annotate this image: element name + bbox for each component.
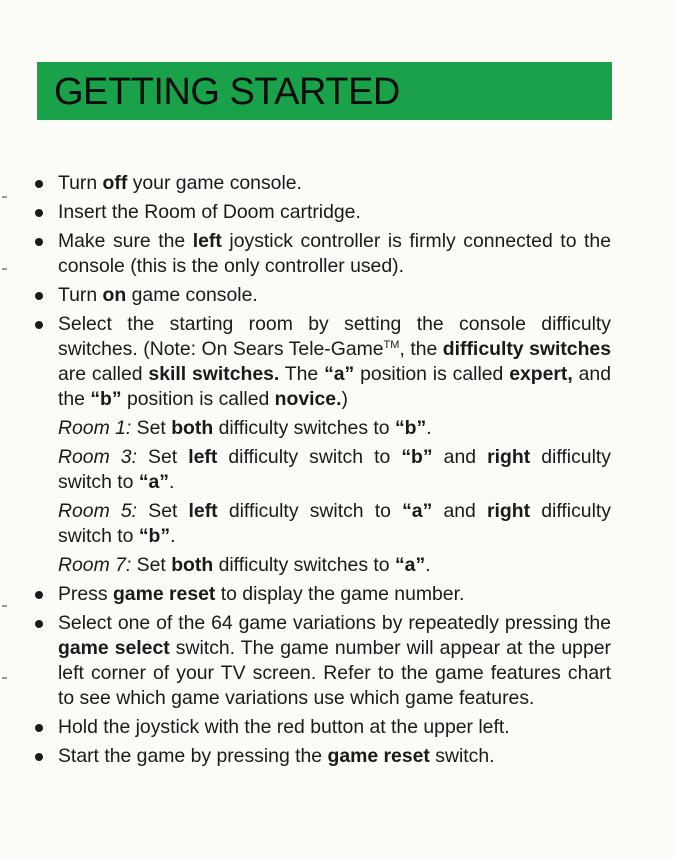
bullet-icon xyxy=(35,724,43,732)
section-header-banner xyxy=(37,62,612,120)
list-item: Hold the joystick with the red button at the upper left. xyxy=(33,715,611,740)
bullet-icon xyxy=(35,238,43,246)
section-heading: GETTING STARTED xyxy=(54,71,400,113)
bullet-icon xyxy=(35,321,43,329)
list-item: Make sure the left joystick controller is firmly connected to the console (this is the only controller used). xyxy=(33,229,611,279)
page-edge-mark xyxy=(2,605,7,607)
list-item: Select the starting room by setting the console difficulty switches. (Note: On Sears Tele-Game™, the difficulty switches are called skill switches. The “a” position is called expert, and the “b” position is called novice.) xyxy=(33,312,611,412)
list-item: Press game reset to display the game number. xyxy=(33,582,611,607)
bullet-icon xyxy=(35,753,43,761)
bullet-icon xyxy=(35,620,43,628)
list-item: Start the game by pressing the game reset switch. xyxy=(33,744,611,769)
list-item: Turn off your game console. xyxy=(33,171,611,196)
list-item: Insert the Room of Doom cartridge. xyxy=(33,200,611,225)
page-edge-mark xyxy=(2,268,7,270)
room-5-setting: Room 5: Set left difficulty switch to “a” and right difficulty switch to “b”. xyxy=(58,500,611,547)
page-edge-mark xyxy=(2,677,7,679)
bullet-icon xyxy=(35,591,43,599)
room-1-setting: Room 1: Set both difficulty switches to “b”. xyxy=(58,417,432,439)
list-item: Turn on game console. xyxy=(33,283,611,308)
list-item: Select one of the 64 game variations by repeatedly pressing the game select switch. The game number will appear at the upper left corner of your TV screen. Refer to the game features chart to see which game variations use which game features. xyxy=(33,611,611,711)
room-7-setting: Room 7: Set both difficulty switches to “a”. xyxy=(58,554,431,576)
bullet-icon xyxy=(35,209,43,217)
bullet-icon xyxy=(35,292,43,300)
page-edge-mark xyxy=(2,196,7,198)
bullet-icon xyxy=(35,180,43,188)
instructions-list xyxy=(33,171,611,773)
room-3-setting: Room 3: Set left difficulty switch to “b” and right difficulty switch to “a”. xyxy=(58,446,611,493)
